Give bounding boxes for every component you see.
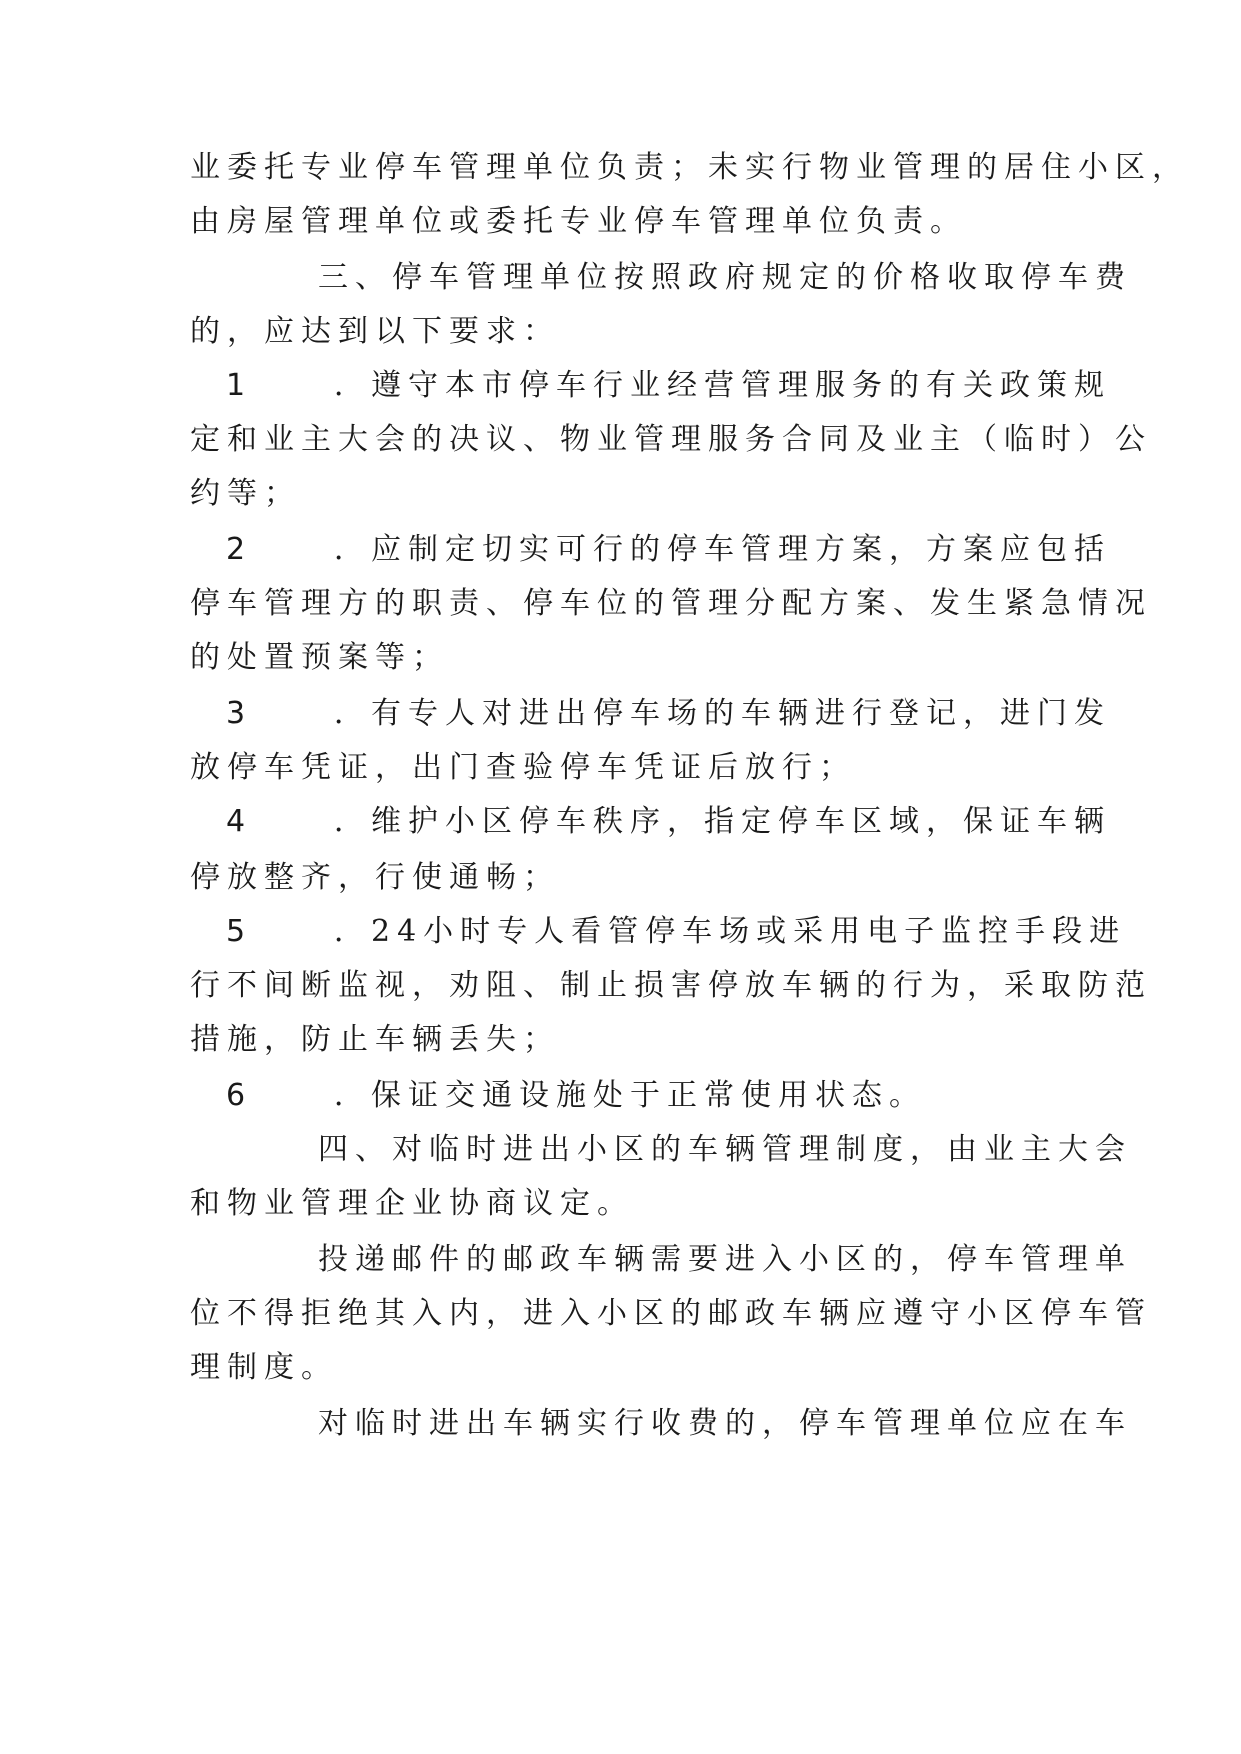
item-number: 3 [226,696,246,731]
text-line: 位不得拒绝其入内，进入小区的邮政车辆应遵守小区停车管 [190,1296,1152,1331]
text-line: 定和业主大会的决议、物业管理服务合同及业主（临时）公 [190,422,1152,457]
item-number: 6 [226,1078,246,1113]
item-number: 5 [226,914,246,949]
item-text: ．24小时专人看管停车场或采用电子监控手段进 [334,914,1127,949]
section-three-heading: 三、停车管理单位按照政府规定的价格收取停车费 [318,260,1132,295]
text-line: 的处置预案等； [190,640,449,675]
paragraph-start: 对临时进出车辆实行收费的，停车管理单位应在车 [318,1406,1132,1441]
text-line: 放停车凭证，出门查验停车凭证后放行； [190,750,856,785]
item-text: ．保证交通设施处于正常使用状态。 [334,1078,926,1113]
text-line: 由房屋管理单位或委托专业停车管理单位负责。 [190,204,967,239]
text-line: 业委托专业停车管理单位负责；未实行物业管理的居住小区， [190,150,1189,185]
text-line: 措施，防止车辆丢失； [190,1022,560,1057]
paragraph-start: 投递邮件的邮政车辆需要进入小区的，停车管理单 [318,1242,1132,1277]
item-number: 4 [226,804,246,839]
text-line: 和物业管理企业协商议定。 [190,1186,634,1221]
text-line: 理制度。 [190,1350,338,1385]
item-text: ．维护小区停车秩序，指定停车区域，保证车辆 [334,804,1111,839]
text-line: 停放整齐，行使通畅； [190,860,560,895]
text-line: 约等； [190,476,301,511]
item-text: ．有专人对进出停车场的车辆进行登记，进门发 [334,696,1111,731]
text-line: 的，应达到以下要求： [190,314,560,349]
section-four-heading: 四、对临时进出小区的车辆管理制度，由业主大会 [318,1132,1132,1167]
text-line: 停车管理方的职责、停车位的管理分配方案、发生紧急情况 [190,586,1152,621]
item-text: ．应制定切实可行的停车管理方案，方案应包括 [334,532,1111,567]
item-text: ．遵守本市停车行业经营管理服务的有关政策规 [334,368,1111,403]
item-number: 2 [226,532,246,567]
item-number: 1 [226,368,246,403]
text-line: 行不间断监视，劝阻、制止损害停放车辆的行为，采取防范 [190,968,1152,1003]
